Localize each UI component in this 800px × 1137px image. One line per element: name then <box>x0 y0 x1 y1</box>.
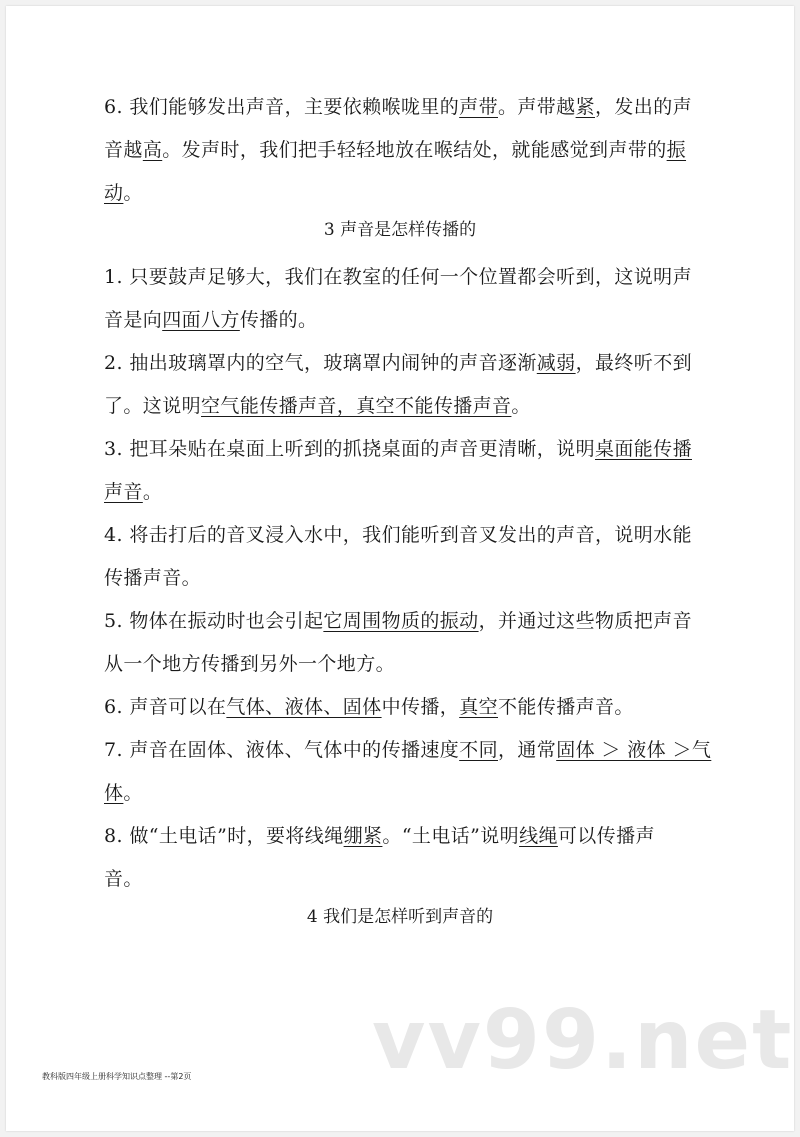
paragraph-line: 7. 声音在固体、液体、气体中的传播速度不同，通常固体 ＞ 液体 ＞气 <box>104 739 712 761</box>
answer-blank: 空气能传播声音，真空不能传播声音 <box>201 395 512 417</box>
answer-blank: 不同 <box>459 739 498 761</box>
paragraph-line: 8. 做“土电话”时，要将线绳绷紧。“土电话”说明线绳可以传播声 <box>104 825 655 847</box>
answer-blank: 动 <box>104 182 124 204</box>
answer-blank: 它周围物质的振动 <box>323 610 479 632</box>
answer-blank: 气体、液体、固体 <box>226 696 382 718</box>
document-page <box>6 6 794 1131</box>
answer-blank: 声带 <box>459 96 498 118</box>
paragraph-line: 6. 我们能够发出声音，主要依赖喉咙里的声带。声带越紧，发出的声 <box>104 96 693 118</box>
paragraph-line: 音是向四面八方传播的。 <box>104 309 318 331</box>
answer-blank: 声音 <box>104 481 143 503</box>
paragraph-line: 动。 <box>104 182 143 204</box>
answer-blank: 紧 <box>575 96 595 118</box>
paragraph-line: 音。 <box>104 868 143 890</box>
answer-blank: 固体 ＞ 液体 ＞气 <box>556 739 712 761</box>
answer-blank: 减弱 <box>536 352 576 374</box>
answer-blank: 体 <box>104 782 124 804</box>
section-heading: 4 我们是怎样听到声音的 <box>306 907 494 927</box>
answer-blank: 桌面能传播 <box>594 438 692 460</box>
paragraph-line: 音越高。发声时，我们把手轻轻地放在喉结处，就能感觉到声带的振 <box>104 139 687 161</box>
paragraph-line: 1. 只要鼓声足够大，我们在教室的任何一个位置都会听到，这说明声 <box>104 266 692 288</box>
paragraph-line: 传播声音。 <box>104 567 202 589</box>
answer-blank: 线绳 <box>519 825 558 847</box>
paragraph-line: 6. 声音可以在气体、液体、固体中传播，真空不能传播声音。 <box>104 696 634 718</box>
page-footer: 教科版四年级上册科学知识点整理 --第2页 <box>42 1072 192 1081</box>
answer-blank: 高 <box>142 139 163 161</box>
paragraph-line: 4. 将击打后的音叉浸入水中，我们能听到音叉发出的声音，说明水能 <box>104 524 692 546</box>
watermark: vv99.net <box>372 993 794 1088</box>
answer-blank: 振 <box>666 139 687 161</box>
paragraph-line: 2. 抽出玻璃罩内的空气，玻璃罩内闹钟的声音逐渐减弱，最终听不到 <box>104 352 692 374</box>
paragraph-line: 了。这说明空气能传播声音，真空不能传播声音。 <box>104 395 531 417</box>
paragraph-line: 5. 物体在振动时也会引起它周围物质的振动，并通过这些物质把声音 <box>104 610 692 632</box>
paragraph-line: 声音。 <box>104 481 163 503</box>
answer-blank: 四面八方 <box>162 309 240 331</box>
section-heading: 3 声音是怎样传播的 <box>323 220 477 240</box>
paragraph-line: 3. 把耳朵贴在桌面上听到的抓挠桌面的声音更清晰，说明桌面能传播 <box>104 438 692 460</box>
answer-blank: 绷紧 <box>343 825 383 847</box>
paragraph-line: 体。 <box>104 782 143 804</box>
answer-blank: 真空 <box>459 696 498 718</box>
paragraph-line: 从一个地方传播到另外一个地方。 <box>104 653 396 675</box>
